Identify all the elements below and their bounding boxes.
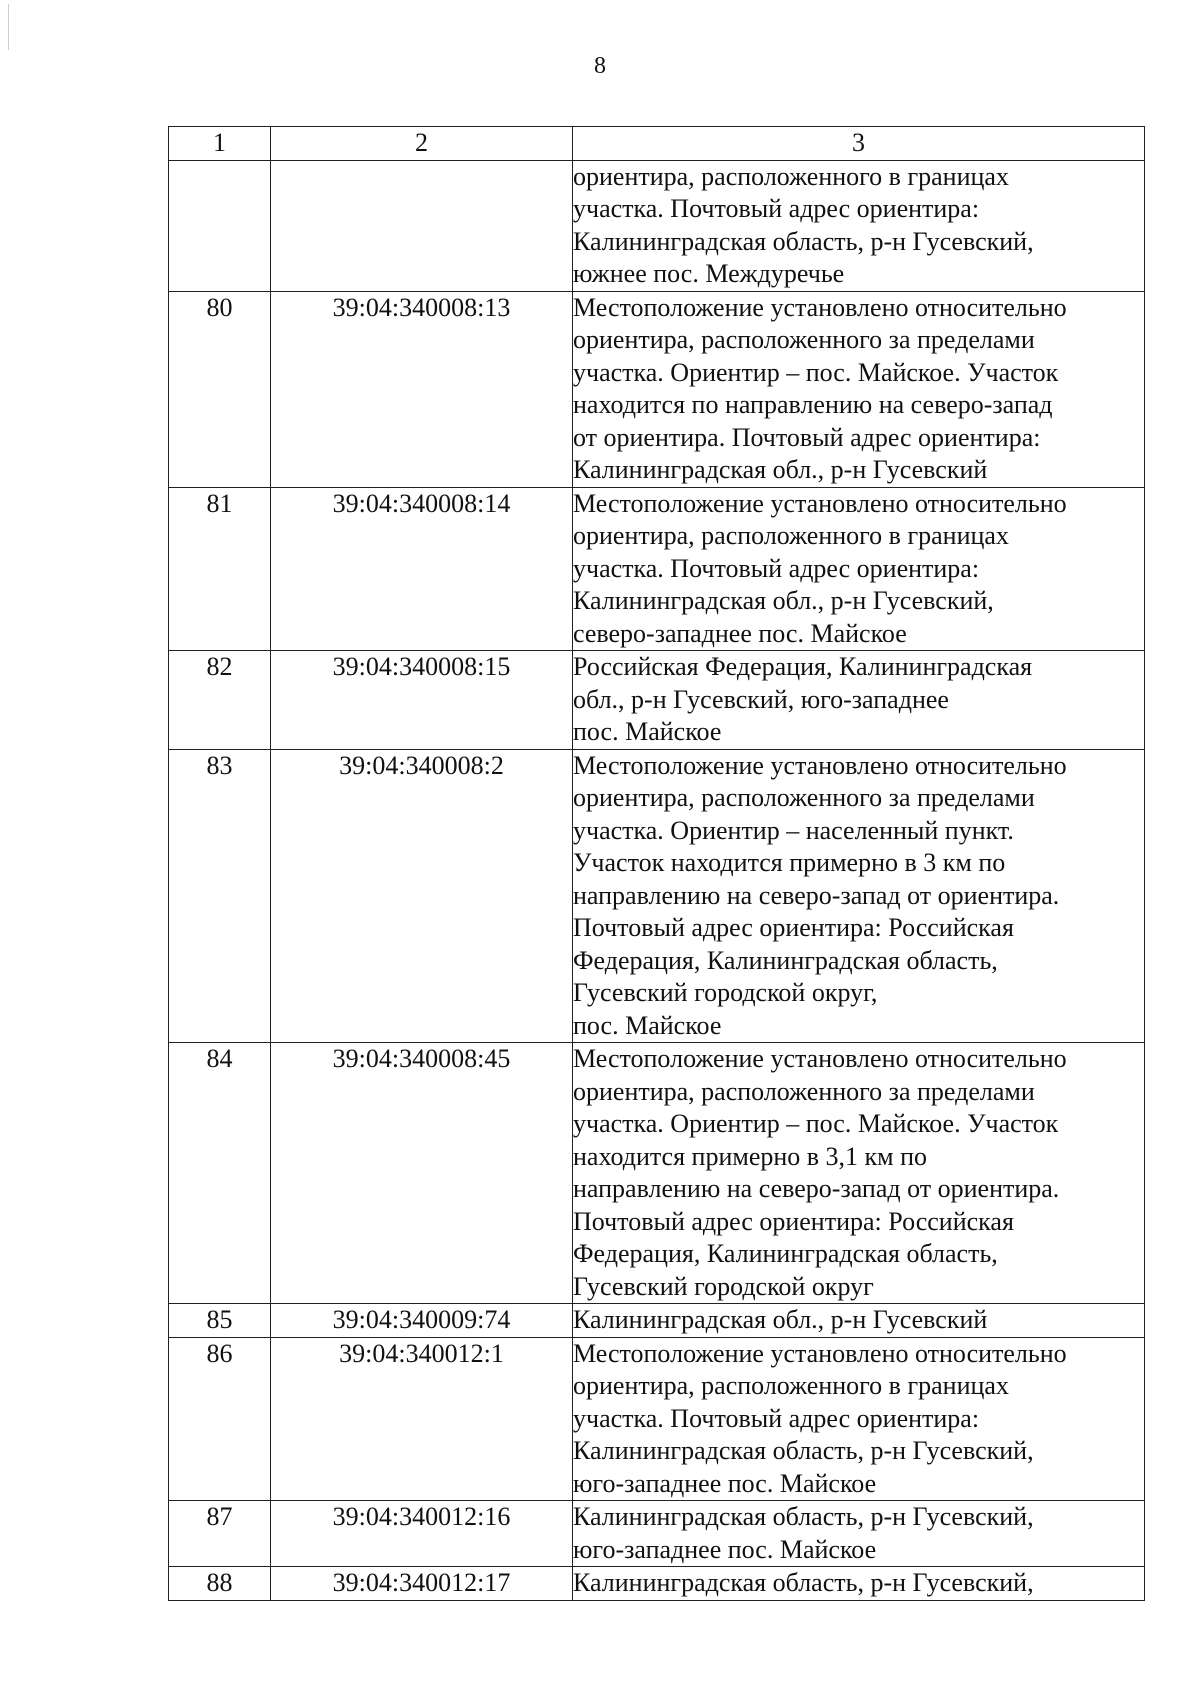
- address-line: направлению на северо-запад от ориентира.: [573, 1174, 1060, 1203]
- address-line: ориентира, расположенного в границах: [573, 1371, 1009, 1400]
- table-header: [169, 127, 1145, 161]
- cadastral-number-cell: 39:04:340008:15: [271, 651, 573, 750]
- address-line: ориентира, расположенного в границах: [573, 521, 1009, 550]
- address-line: Калининградская область, р-н Гусевский,: [573, 1502, 1034, 1531]
- address-line: Калининградская область, р-н Гусевский,: [573, 1568, 1034, 1597]
- address-line: ориентира, расположенного за пределами: [573, 783, 1035, 812]
- land-plots-table: [168, 126, 1145, 1601]
- address-cell: [573, 1501, 1145, 1567]
- address-line: направлению на северо-запад от ориентира.: [573, 880, 1060, 910]
- address-line: находится по направлению на северо-запад: [573, 390, 1053, 419]
- address-cell: [573, 749, 1145, 1043]
- cadastral-number-cell: [271, 160, 573, 291]
- address-line: Федерация, Калининградская область,: [573, 945, 998, 975]
- table-row: [169, 1337, 1145, 1501]
- address-line: Местоположение установлено относительно: [573, 488, 1067, 518]
- scan-edge-mark: [8, 4, 9, 50]
- cadastral-number-cell: 39:04:340008:13: [271, 291, 573, 487]
- address-line: Гусевский городской округ,: [573, 978, 878, 1007]
- table-row: [169, 487, 1145, 651]
- address-line: Российская Федерация, Калининградская: [573, 652, 1033, 681]
- address-cell: [573, 487, 1145, 651]
- address-line: участка. Почтовый адрес ориентира:: [573, 1403, 980, 1433]
- page-number: 8: [594, 53, 606, 79]
- row-number-cell: 83: [169, 749, 271, 1043]
- address-line: юго-западнее пос. Майское: [573, 1534, 877, 1564]
- address-line: Гусевский городской округ: [573, 1271, 874, 1301]
- address-line: Калининградская обл., р-н Гусевский: [573, 1305, 988, 1334]
- row-number-cell: 84: [169, 1043, 271, 1304]
- address-cell: [573, 291, 1145, 487]
- address-line: северо-западнее пос. Майское: [573, 618, 907, 648]
- address-cell: [573, 160, 1145, 291]
- address-line: участка. Почтовый адрес ориентира:: [573, 194, 980, 223]
- column-header-1: 1: [169, 127, 271, 161]
- table-row: [169, 1043, 1145, 1304]
- row-number-cell: 88: [169, 1567, 271, 1601]
- address-line: участка. Ориентир – пос. Майское. Участок: [573, 1109, 1059, 1138]
- address-cell: [573, 1043, 1145, 1304]
- header-row: [169, 127, 1145, 161]
- address-line: участка. Ориентир – пос. Майское. Участок: [573, 357, 1059, 387]
- address-cell: [573, 1337, 1145, 1501]
- cadastral-number-cell: 39:04:340008:14: [271, 487, 573, 651]
- address-line: пос. Майское: [573, 717, 722, 746]
- table-row: [169, 1567, 1145, 1601]
- table-row: [169, 651, 1145, 750]
- address-cell: [573, 1567, 1145, 1601]
- table-row: [169, 160, 1145, 291]
- row-number-cell: [169, 160, 271, 291]
- address-line: Почтовый адрес ориентира: Российская: [573, 1206, 1014, 1236]
- address-line: участка. Почтовый адрес ориентира:: [573, 553, 980, 583]
- cadastral-number-cell: 39:04:340012:1: [271, 1337, 573, 1501]
- table-row: [169, 1304, 1145, 1338]
- row-number-cell: 82: [169, 651, 271, 750]
- address-line: Калининградская обл., р-н Гусевский: [573, 455, 988, 484]
- cadastral-number-cell: 39:04:340008:2: [271, 749, 573, 1043]
- address-line: Почтовый адрес ориентира: Российская: [573, 913, 1014, 942]
- cadastral-number-cell: 39:04:340009:74: [271, 1304, 573, 1338]
- address-line: Калининградская область, р-н Гусевский,: [573, 226, 1034, 256]
- row-number-cell: 87: [169, 1501, 271, 1567]
- cadastral-number-cell: 39:04:340008:45: [271, 1043, 573, 1304]
- column-header-2: 2: [271, 127, 573, 161]
- table-body: [169, 160, 1145, 1600]
- table-row: [169, 291, 1145, 487]
- address-line: ориентира, расположенного за пределами: [573, 1076, 1035, 1106]
- address-line: от ориентира. Почтовый адрес ориентира:: [573, 422, 1041, 452]
- table-row: [169, 749, 1145, 1043]
- row-number-cell: 85: [169, 1304, 271, 1338]
- address-line: Местоположение установлено относительно: [573, 1338, 1067, 1368]
- address-line: участка. Ориентир – населенный пункт.: [573, 815, 1014, 845]
- row-number-cell: 81: [169, 487, 271, 651]
- address-line: находится примерно в 3,1 км по: [573, 1141, 928, 1171]
- address-line: пос. Майское: [573, 1010, 722, 1040]
- table-row: [169, 1501, 1145, 1567]
- column-header-3: 3: [573, 127, 1145, 161]
- address-cell: [573, 1304, 1145, 1338]
- address-line: Местоположение установлено относительно: [573, 750, 1067, 780]
- address-line: Калининградская обл., р-н Гусевский,: [573, 586, 994, 615]
- address-line: Федерация, Калининградская область,: [573, 1239, 998, 1268]
- address-line: Местоположение установлено относительно: [573, 292, 1067, 322]
- address-line: Калининградская область, р-н Гусевский,: [573, 1436, 1034, 1465]
- row-number-cell: 80: [169, 291, 271, 487]
- cadastral-number-cell: 39:04:340012:16: [271, 1501, 573, 1567]
- address-line: ориентира, расположенного за пределами: [573, 325, 1035, 354]
- address-line: юго-западнее пос. Майское: [573, 1468, 877, 1498]
- row-number-cell: 86: [169, 1337, 271, 1501]
- address-cell: [573, 651, 1145, 750]
- address-line: Местоположение установлено относительно: [573, 1044, 1067, 1073]
- address-line: обл., р-н Гусевский, юго-западнее: [573, 684, 949, 714]
- address-line: Участок находится примерно в 3 км по: [573, 848, 1006, 877]
- cadastral-number-cell: 39:04:340012:17: [271, 1567, 573, 1601]
- address-line: ориентира, расположенного в границах: [573, 161, 1009, 191]
- address-line: южнее пос. Междуречье: [573, 259, 845, 288]
